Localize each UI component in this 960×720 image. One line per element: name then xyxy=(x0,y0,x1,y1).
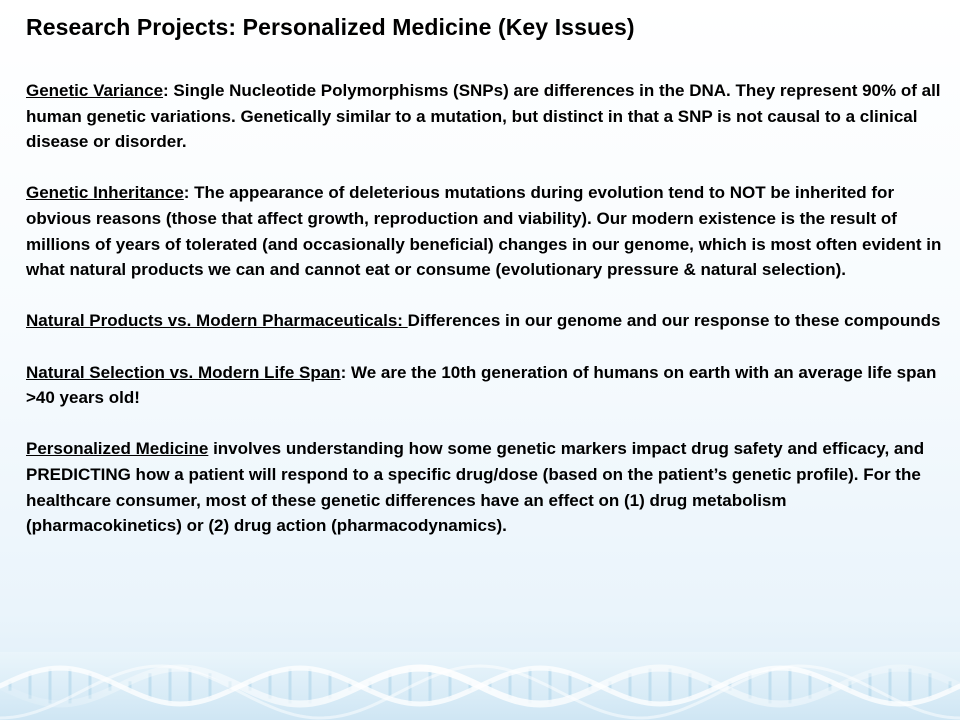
section-body: involves understanding how some genetic markers impact drug safety and efficacy, and PREDICTING how a patient will respond to a specific drug/dose (based on the patient’s genetic profile). For the healthcare consumer, most of these genetic differences have an effect on (1) drug metabolism (pharmacokinetics) or (2) drug action (pharmacodynamics). xyxy=(26,439,925,536)
section-heading: Personalized Medicine xyxy=(26,439,209,459)
section-natural-selection xyxy=(26,360,946,411)
section-personalized-medicine xyxy=(26,436,946,538)
section-separator: : xyxy=(340,362,351,382)
slide-title: Research Projects: Personalized Medicine (Key Issues) xyxy=(26,14,635,40)
section-heading: Natural Products vs. Modern Pharmaceuticals: xyxy=(26,311,408,331)
section-heading: Genetic Inheritance xyxy=(26,183,184,203)
dna-banner xyxy=(0,652,960,720)
section-heading: Genetic Variance xyxy=(26,81,164,100)
section-genetic-variance xyxy=(26,78,946,155)
section-heading: Natural Selection vs. Modern Life Span xyxy=(26,362,341,382)
section-separator: : xyxy=(163,81,174,100)
section-body: Single Nucleotide Polymorphisms (SNPs) are differences in the DNA. They represent 90% of all human genetic variations. Genetically similar to a mutation, but distinct in that a SNP is not causal to a clinical disease or disorder. xyxy=(26,81,941,152)
slide-content xyxy=(26,78,946,564)
section-body: We are the 10th generation of humans on earth with an average life span >40 years old! xyxy=(26,362,937,408)
section-separator: : xyxy=(183,183,195,203)
dna-helix-icon xyxy=(0,652,960,720)
section-genetic-inheritance xyxy=(26,180,946,282)
section-body: Differences in our genome and our response to these compounds xyxy=(407,311,941,331)
section-natural-products xyxy=(26,308,946,334)
section-body: The appearance of deleterious mutations during evolution tend to NOT be inherited for obvious reasons (those that affect growth, reproduction and viability). Our modern existence is the result of millions of years of tolerated (and occasionally beneficial) changes in our genome, which is most often evident in what natural products we can and cannot eat or consume (evolutionary pressure & natural selection). xyxy=(26,183,942,280)
